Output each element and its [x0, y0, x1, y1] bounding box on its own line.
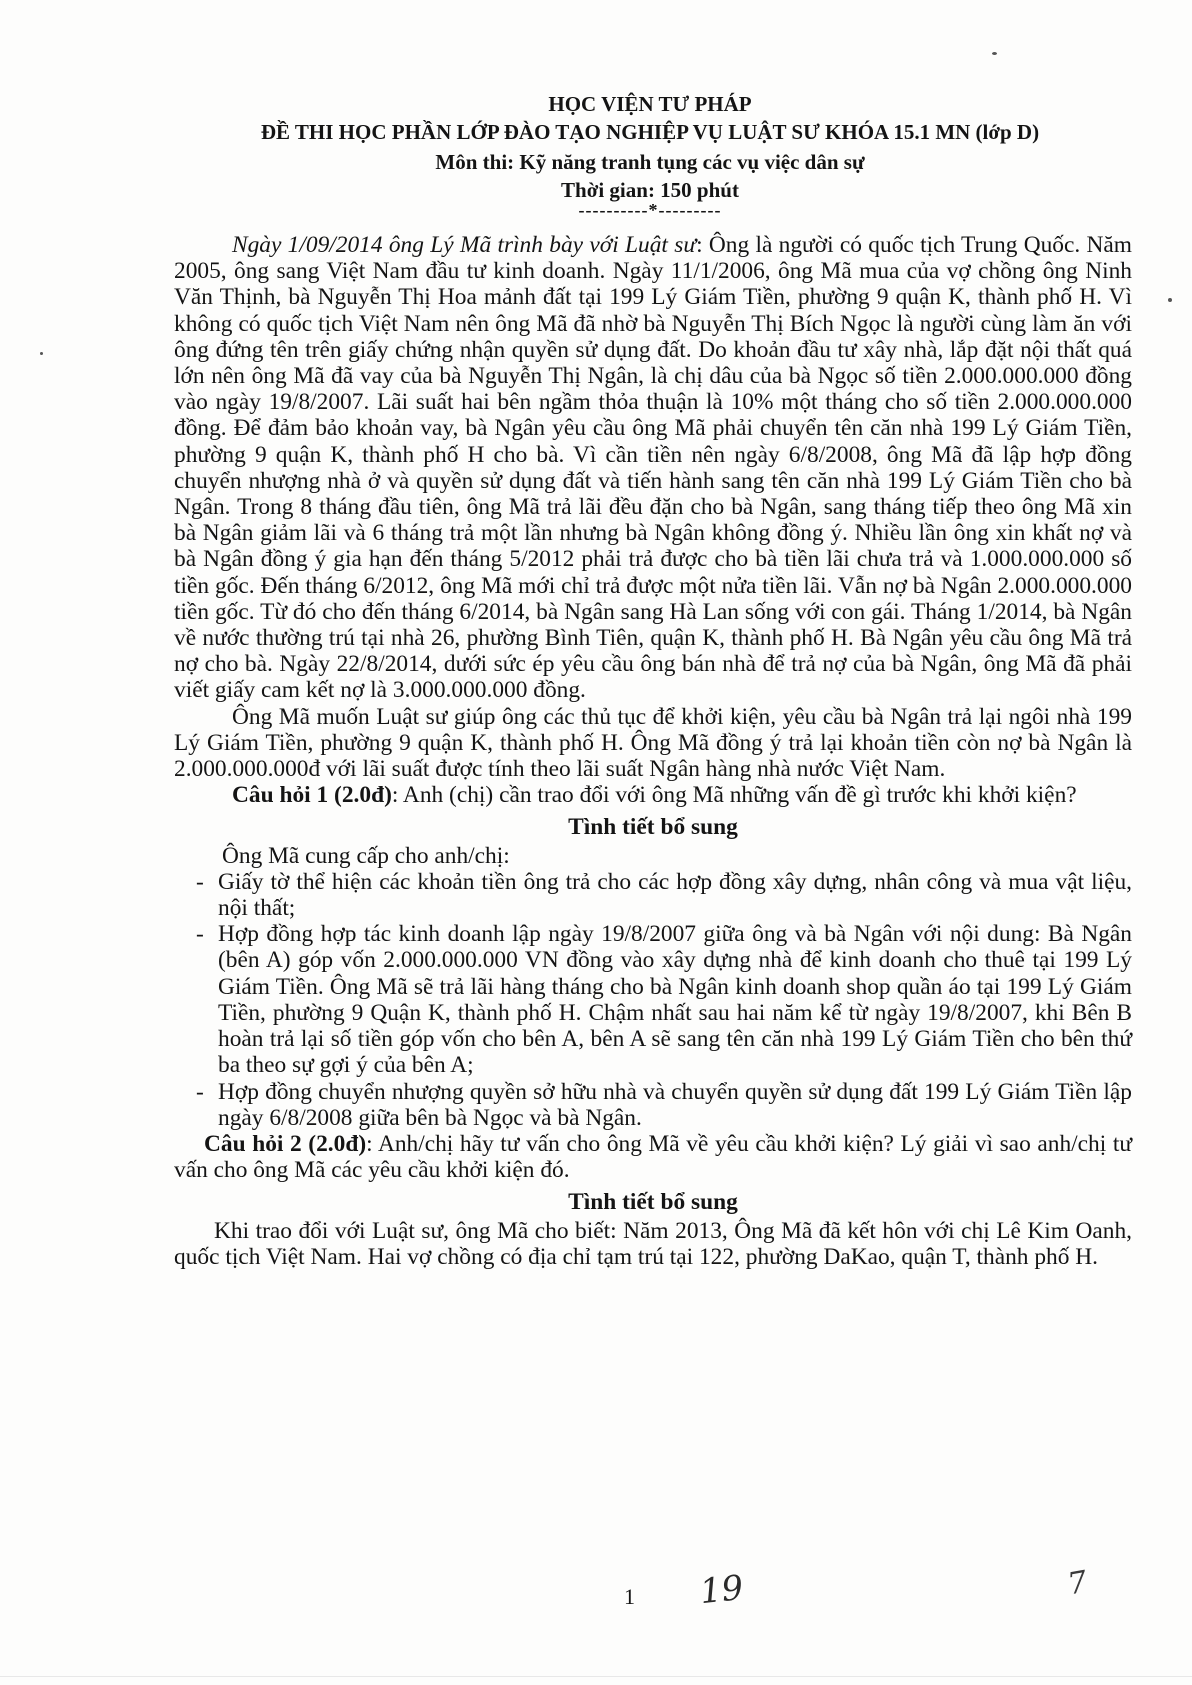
supplement-2-text: Khi trao đổi với Luật sư, ông Mã cho biết: Năm 2013, Ông Mã đã kết hôn với chị Lê Kim Oanh, quốc tịch Việt Nam. Hai vợ chồng có địa chỉ tạm trú tại 122, phường DaKao, quận T, thành phố H. — [174, 1217, 1132, 1270]
question-2 — [174, 1131, 1132, 1183]
exam-duration: Thời gian: 150 phút — [561, 178, 739, 202]
supplement-2-title: Tình tiết bổ sung — [568, 1189, 738, 1216]
exam-title: ĐỀ THI HỌC PHẦN LỚP ĐÀO TẠO NGHIỆP VỤ LUẬT SƯ KHÓA 15.1 MN (lớp D) — [260, 120, 1040, 144]
intro-date-lead: Ngày 1/09/2014 ông Lý Mã trình bày với Luật sư — [232, 232, 697, 258]
header-separator: ----------*--------- — [578, 200, 722, 220]
exam-subject: Môn thi: Kỹ năng tranh tụng các vụ việc dân sự — [435, 150, 865, 174]
exam-body — [174, 232, 1132, 1270]
intro-paragraph — [174, 232, 1132, 704]
scan-speck — [992, 52, 997, 55]
question-2-text: : Anh/chị hãy tư vấn cho ông Mã về yêu cầu khởi kiện? Lý giải vì sao anh/chị tư vấn cho ông Mã các yêu cầu khởi kiện đó. — [174, 1130, 1132, 1184]
question-1-label: Câu hỏi 1 (2.0đ) — [232, 782, 392, 809]
intro-text: : Ông là người có quốc tịch Trung Quốc. Năm 2005, ông sang Việt Nam đầu tư kinh doanh. Ngày 11/1/2006, ông Mã mua của vợ chồng ông Ninh Văn Thịnh, bà Nguyễn Thị Hoa mảnh đất tại 199 Lý Giám Tiền, phường 9 quận K, thành phố H. Vì không có quốc tịch Việt Nam nên ông Mã đã nhờ bà Nguyễn Thị Bích Ngọc là người cùng làm ăn với ông đứng tên trên giấy chứng nhận quyền sử dụng đất. Do khoản đầu tư xây nhà, lắp đặt nội thất quá lớn nên ông Mã đã vay của bà Nguyễn Thị Ngân, là chị dâu của bà Ngọc số tiền 2.000.000.000 đồng vào ngày 19/8/2007. Lãi suất hai bên ngầm thỏa thuận là 10% một tháng cho số tiền 2.000.000.000 đồng. Để đảm bảo khoản vay, bà Ngân yêu cầu ông Mã phải chuyển tên căn nhà 199 Lý Giám Tiền, phường 9 quận K, thành phố H cho bà. Vì cần tiền nên ngày 6/8/2008, ông Mã đã lập hợp đồng chuyển nhượng nhà ở và quyền sử dụng đất và tiến hành sang tên căn nhà 199 Lý Giám Tiền cho bà Ngân. Trong 8 tháng đầu tiên, ông Mã trả lãi đều đặn cho bà Ngân, sang tháng tiếp theo ông Mã xin bà Ngân giảm lãi và 6 tháng trả một lần nhưng bà Ngân không đồng ý. Nhiều lần ông xin khất nợ và bà Ngân đồng ý gia hạn đến tháng 5/2012 phải trả được cho bà tiền lãi chưa trả và 1.000.000.000 số tiền gốc. Đến tháng 6/2012, ông Mã mới chỉ trả được một nửa tiền lãi. Vẫn nợ bà Ngân 2.000.000.000 tiền gốc. Từ đó cho đến tháng 6/2014, bà Ngân sang Hà Lan sống với con gái. Tháng 1/2014, bà Ngân về nước thường trú tại nhà 26, phường Bình Tiên, quận K, thành phố H. Bà Ngân yêu cầu ông Mã trả nợ cho bà. Ngày 22/8/2014, dưới sức ép yêu cầu ông bán nhà để trả nợ của bà Ngân, ông Mã đã phải viết giấy cam kết nợ là 3.000.000.000 đồng. — [174, 232, 1132, 704]
question-1-text: : Anh (chị) cần trao đổi với ông Mã những vấn đề gì trước khi khởi kiện? — [391, 782, 1077, 809]
list-item-text: Hợp đồng chuyển nhượng quyền sở hữu nhà và chuyển quyền sử dụng đất 199 Lý Giám Tiền lập ngày 6/8/2008 giữa bên bà Ngọc và bà Ngân. — [218, 1078, 1132, 1131]
list-item: - Hợp đồng chuyển nhượng quyền sở hữu nhà và chuyển quyền sử dụng đất 199 Lý Giám Tiền lập ngày 6/8/2008 giữa bên bà Ngọc và bà Ngân. — [196, 1078, 1132, 1131]
question-2-label: Câu hỏi 2 (2.0đ) — [204, 1130, 367, 1157]
scan-speck — [40, 352, 43, 355]
supplement-1-list — [174, 869, 1132, 1131]
list-item-text: Giấy tờ thể hiện các khoản tiền ông trả cho các hợp đồng xây dựng, nhân công và mua vật liệu, nội thất; — [218, 868, 1132, 922]
list-item-text: Hợp đồng hợp tác kinh doanh lập ngày 19/8/2007 giữa ông và bà Ngân với nội dung: Bà Ngân (bên A) góp vốn 2.000.000.000 VN đồng vào xây dựng nhà để kinh doanh cho thuê tại 199 Lý Giám Tiền. Ông Mã sẽ trả lãi hàng tháng cho bà Ngân kinh doanh shop quần áo tại 199 Lý Giám Tiền, phường 9 Quận K, thành phố H. Chậm nhất sau hai năm kể từ ngày 19/8/2007, khi Bên B hoàn trả lại số tiền góp vốn cho bên A, bên A sẽ sang tên căn nhà 199 Lý Giám Tiền cho bên thứ ba theo sự gợi ý của bên A; — [218, 921, 1132, 1079]
handwritten-page-number: 19 — [698, 1567, 746, 1613]
scan-speck — [1168, 298, 1172, 302]
list-item: - Hợp đồng hợp tác kinh doanh lập ngày 19/8/2007 giữa ông và bà Ngân với nội dung: Bà Ngân (bên A) góp vốn 2.000.000.000 VN đồng vào xây dựng nhà để kinh doanh cho thuê tại 199 Lý Giám Tiền. Ông Mã sẽ trả lãi hàng tháng cho bà Ngân kinh doanh shop quần áo tại 199 Lý Giám Tiền, phường 9 Quận K, thành phố H. Chậm nhất sau hai năm kể từ ngày 19/8/2007, khi Bên B hoàn trả lại số tiền góp vốn cho bên A, bên A sẽ sang tên căn nhà 199 Lý Giám Tiền cho bên thứ ba theo sự gợi ý của bên A; — [196, 921, 1132, 1079]
institution-name: HỌC VIỆN TƯ PHÁP — [548, 92, 752, 116]
question-1 — [174, 782, 1132, 808]
supplement-1-title: Tình tiết bổ sung — [568, 814, 738, 841]
request-paragraph: Ông Mã muốn Luật sư giúp ông các thủ tục để khởi kiện, yêu cầu bà Ngân trả lại ngôi nhà 199 Lý Giám Tiền, phường 9 quận K, thành phố H. Ông Mã đồng ý trả lại khoản tiền còn nợ bà Ngân là 2.000.000.000đ với lãi suất được tính theo lãi suất Ngân hàng nhà nước Việt Nam. — [174, 703, 1132, 783]
scan-border — [0, 1676, 1192, 1677]
page-number: 1 — [624, 1584, 635, 1609]
handwritten-mark: 7 — [1065, 1564, 1090, 1603]
supplement-1-lead: Ông Mã cung cấp cho anh/chị: — [222, 842, 510, 869]
list-item: - Giấy tờ thể hiện các khoản tiền ông trả cho các hợp đồng xây dựng, nhân công và mua vật liệu, nội thất; — [196, 868, 1132, 922]
